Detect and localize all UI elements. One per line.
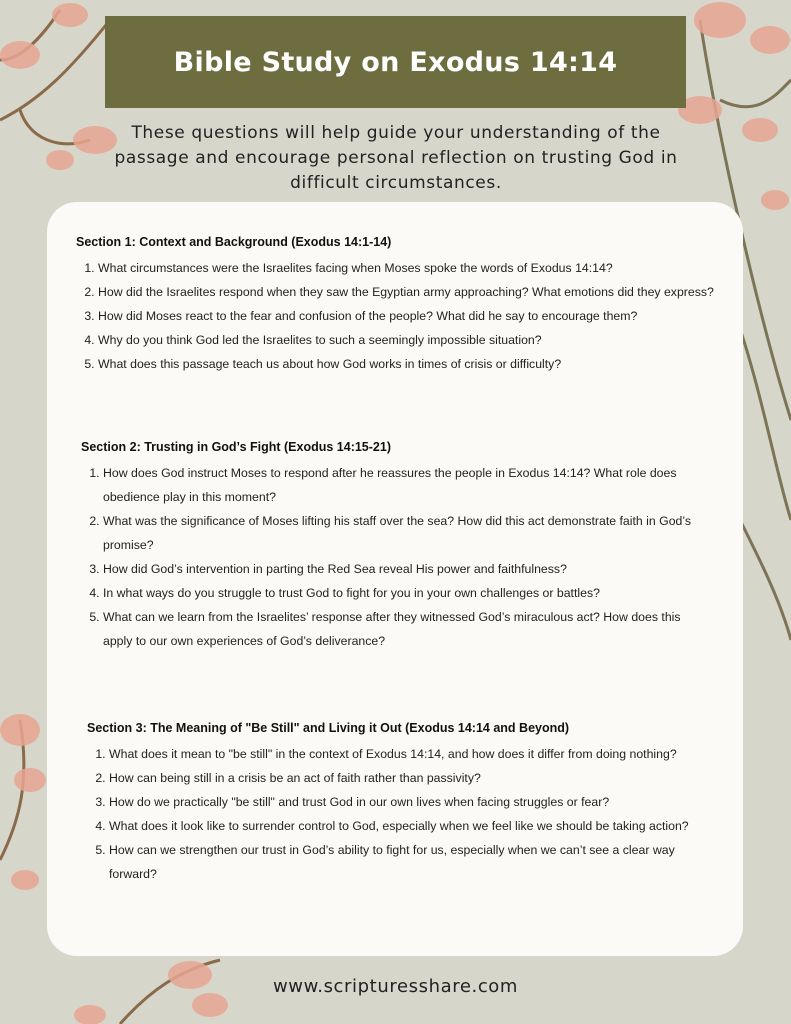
question-list bbox=[87, 742, 713, 886]
question-item: 4. In what ways do you struggle to trust God to fight for you in your own challenges or battles? bbox=[103, 581, 713, 605]
question-item: 4. What does it look like to surrender control to God, especially when we feel like we should be taking action? bbox=[109, 814, 713, 838]
question-item: 1. What circumstances were the Israelites facing when Moses spoke the words of Exodus 14:14? bbox=[98, 256, 716, 280]
section-heading: Section 1: Context and Background (Exodus 14:1-14) bbox=[76, 235, 392, 249]
website-url: www.scripturesshare.com bbox=[272, 976, 519, 997]
question-item: 5. What can we learn from the Israelites’ response after they witnessed God’s miraculous act? How does this apply to our own experiences of God’s deliverance? bbox=[103, 605, 713, 653]
question-item: 1. How does God instruct Moses to respond after he reassures the people in Exodus 14:14? What role does obedience play in this moment? bbox=[103, 461, 713, 509]
title-banner bbox=[105, 16, 686, 108]
question-item: 1. What does it mean to "be still" in the context of Exodus 14:14, and how does it differ from doing nothing? bbox=[109, 742, 713, 766]
question-item: 2. How can being still in a crisis be an act of faith rather than passivity? bbox=[109, 766, 713, 790]
question-item: 2. What was the significance of Moses lifting his staff over the sea? How did this act demonstrate faith in God’s promise? bbox=[103, 509, 713, 557]
question-item: 3. How do we practically "be still" and trust God in our own lives when facing struggles or fear? bbox=[109, 790, 713, 814]
question-item: 5. What does this passage teach us about how God works in times of crisis or difficulty? bbox=[98, 352, 716, 376]
question-item: 3. How did Moses react to the fear and confusion of the people? What did he say to encourage them? bbox=[98, 304, 716, 328]
question-list bbox=[81, 461, 713, 653]
intro-text: These questions will help guide your understanding of the passage and encourage personal reflection on trusting God in difficult circumstances. bbox=[114, 123, 678, 193]
section-3 bbox=[87, 721, 713, 886]
flower-branch-top-left bbox=[0, 10, 110, 144]
question-list bbox=[76, 256, 716, 376]
section-2 bbox=[81, 440, 713, 653]
section-heading: Section 3: The Meaning of "Be Still" and Living it Out (Exodus 14:14 and Beyond) bbox=[87, 721, 570, 735]
question-item: 2. How did the Israelites respond when they saw the Egyptian army approaching? What emotions did they express? bbox=[98, 280, 716, 304]
section-1 bbox=[76, 235, 716, 376]
page-title: Bible Study on Exodus 14:14 bbox=[173, 46, 618, 78]
question-item: 3. How did God’s intervention in parting the Red Sea reveal His power and faithfulness? bbox=[103, 557, 713, 581]
section-heading: Section 2: Trusting in God’s Fight (Exodus 14:15-21) bbox=[81, 440, 391, 454]
question-item: 5. How can we strengthen our trust in God’s ability to fight for us, especially when we can’t see a clear way forward? bbox=[109, 838, 713, 886]
questions-card bbox=[47, 202, 743, 956]
question-item: 4. Why do you think God led the Israelites to such a seemingly impossible situation? bbox=[98, 328, 716, 352]
